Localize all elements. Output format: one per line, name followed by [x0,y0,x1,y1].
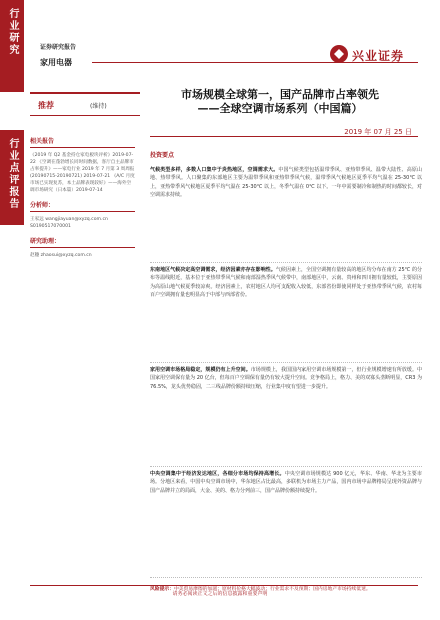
assistant-info: 赵穗 zhaosui@xyzq.com.cn [30,253,92,258]
rating-box [30,92,140,116]
investment-point [150,363,422,467]
investment-point [150,163,422,263]
doc-type: 证券研究报告 [40,44,77,51]
rating-note: (维持) [90,103,107,110]
title-rule [150,136,418,137]
footer-rule [30,585,418,586]
investment-point [150,263,422,363]
rating-label: 推荐 [38,101,54,110]
report-title-line1: 市场规模全球第一，国产品牌市占率领先 [181,88,379,101]
point-lead: 家用空调市场格局稳定，规模仍有上升空间。 [150,367,251,373]
point-lead: 气候类型多样，多数人口集中于炎热地区，空调需求大。 [150,167,279,173]
point-lead: 东南地区气候决定高空调需求，经济因素亦存在影响性。 [150,267,276,273]
brand-logo-icon [330,45,348,63]
assistant-label: 研究助理： [30,236,135,248]
report-title [150,88,410,116]
point-text: 中央空调市场规模达 900 亿元，华东、华南、华北为主要市场。分地区来看，中国中央空调市场中，华东地区占比最高，多联机为市场主力产品，国内市场中品牌格局呈现外资品牌与国产品牌并立的局面，大金、美的、格力分列前三，国产品牌份额持续提升。 [150,471,422,494]
investment-point [150,467,422,578]
sidebar-top-label: 行业研究 [7,8,18,56]
industry-category: 家用电器 [40,58,72,67]
analyst-info: 王家远 wangjiayuan@xyzq.com.cn S0190517070001 [30,217,108,229]
related-reports-label: 相关报告 [30,136,135,148]
brand-logo-text: 兴业证券 [352,49,405,63]
point-text: 气候因素上，全国空调拥有量较高的地区均分布在南方 25℃ 的分布等温线附近，基本位于亚热带季风气候和南部湿热季风气候带中，南部地区中，云南、贵州和四川拥有量较低，主要原因为高原山地气候夏季较凉爽。经济因素上，农村地区人均可支配收入较低，东部省份即使同样处于亚热带季风气候，农村每百户空调拥有量也明显高于中部与西部省份。 [150,267,422,298]
point-lead: 中央空调集中于经济发达地区，各细分市场均保持高增长。 [150,471,285,477]
footer-disclaimer: 请务必阅读正文之后的信息披露和重要声明 [172,591,268,597]
risk-label: 风险提示： [150,587,174,592]
sidebar-mid-label: 行业点评报告 [7,138,18,210]
sidebar-top-bar [0,0,24,92]
analyst-label: 分析师： [30,200,135,212]
left-column [30,136,135,259]
brand-logo [330,45,430,65]
related-reports-text: 《2019 年 Q2 基金持仓家电板块评析》2019-07-22 《空调在蓬勃增长同时间数据，客厅自主品牌市占率提升》——家电行业 2019 年 7 月第 3 周周报 (20190715-20190721) 2019-07-21 《A/C 月度市场已实现复苏，本土品牌表现较好》——海外空调市场研究（日本篇）2019-07-14 [30,153,135,193]
main-content [150,150,422,593]
point-text: 中国气候类型包括温带季风、亚热带季风、温带大陆性、高原山地、热带季风。人口聚集的东部地区主要为温带季风和亚热带季风气候，温带季风气候地区夏季平均气温在 25-30℃ 以上，亚热带季风气候地区夏季平均气温在 25-30℃ 以上，冬季气温在 0℃ 以下。一年中需要制冷和制热的时间都较长，对空调需求持续。 [150,167,422,198]
sidebar-mid-bar [0,130,24,225]
risk-text: 中美贸易摩擦的加剧；原材料价格大幅波动；行业需求不及预期；国内房地产市场持续低迷。 [174,587,371,592]
report-title-line2: ——全球空调市场系列（中国篇） [197,102,363,115]
investment-points-label: 投资要点 [150,152,175,159]
point-text: 市场规模上，我国国内家用空调市场规模第一，但行业规模增速有所放缓。中国家用空调保有量为 20 亿台，但每百户空调保有量仍有较大提升空间。竞争格局上，格力、美的双寡头垄断明显，CR3 为 76.5%，龙头优势稳固，二三线品牌份额持续压缩，行业集中度有望进一步提升。 [150,367,422,390]
report-date: 2019 年 07 月 25 日 [344,128,412,136]
